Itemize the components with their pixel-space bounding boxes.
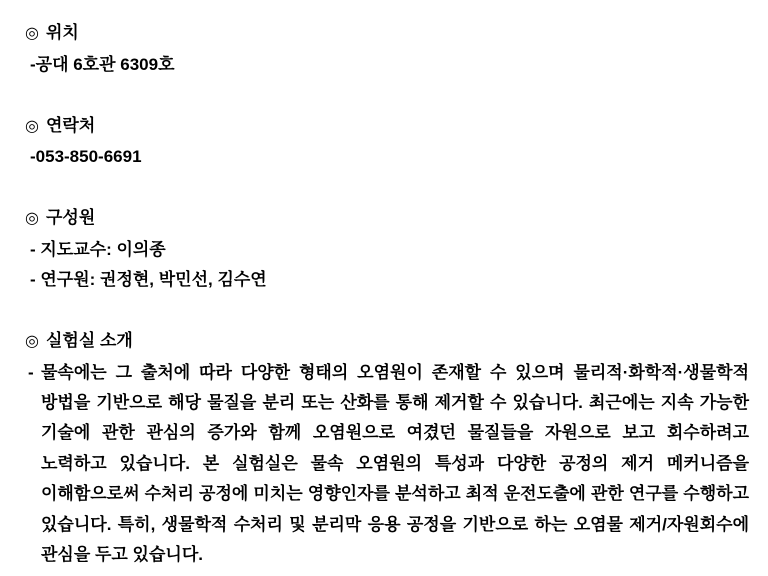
phone-number: -053-850-6691 [30,147,142,166]
bullseye-bullet-icon: ◎ [25,333,39,350]
bullseye-bullet-icon: ◎ [25,25,39,42]
section-members-heading [25,203,750,235]
lab-intro-paragraph: 물속에는 그 출처에 따라 다양한 형태의 오염원이 존재할 수 있으며 물리적·화학적·생물학적 방법을 기반으로 해당 물질을 분리 또는 산화를 통해 제거할 수 있습니다. 최근에는 지속 가능한 기술에 관한 관심의 증가와 함께 오염원으로 여겼던 물질들을 자원으로 보고 회수하려고 노력하고 있습니다. 본 실험실은 물속 오염원의 특성과 다양한 공정의 제거 메커니즘을 이해함으로써 수처리 공정에 미치는 영향인자를 분석하고 최적 운전도출에 관한 연구를 수행하고 있습니다. 특히, 생물학적 수처리 및 분리막 응용 공정을 기반으로 하는 오염물 제거/자원회수에 관심을 두고 있습니다. [41,362,749,564]
bullseye-bullet-icon: ◎ [25,210,39,227]
lab-intro-row [25,358,750,571]
section-lab-intro-title: 실험실 소개 [45,331,133,350]
section-contact [25,111,750,173]
section-location-title: 위치 [45,23,79,42]
section-contact-title: 연락처 [45,115,96,135]
section-lab-intro-heading [25,326,750,358]
researchers-line: - 연구원: 권정현, 박민선, 김수연 [30,270,267,289]
advisor-line: - 지도교수: 이의종 [30,239,166,259]
bullseye-bullet-icon: ◎ [25,117,39,135]
section-location-heading [25,18,750,50]
section-contact-heading [25,111,750,143]
section-members-title: 구성원 [45,208,96,227]
section-lab-intro [25,326,750,570]
section-members [25,203,750,296]
location-value: -공대 6호관 6309호 [30,54,175,74]
list-dash: - [28,362,34,382]
section-location [25,18,750,80]
